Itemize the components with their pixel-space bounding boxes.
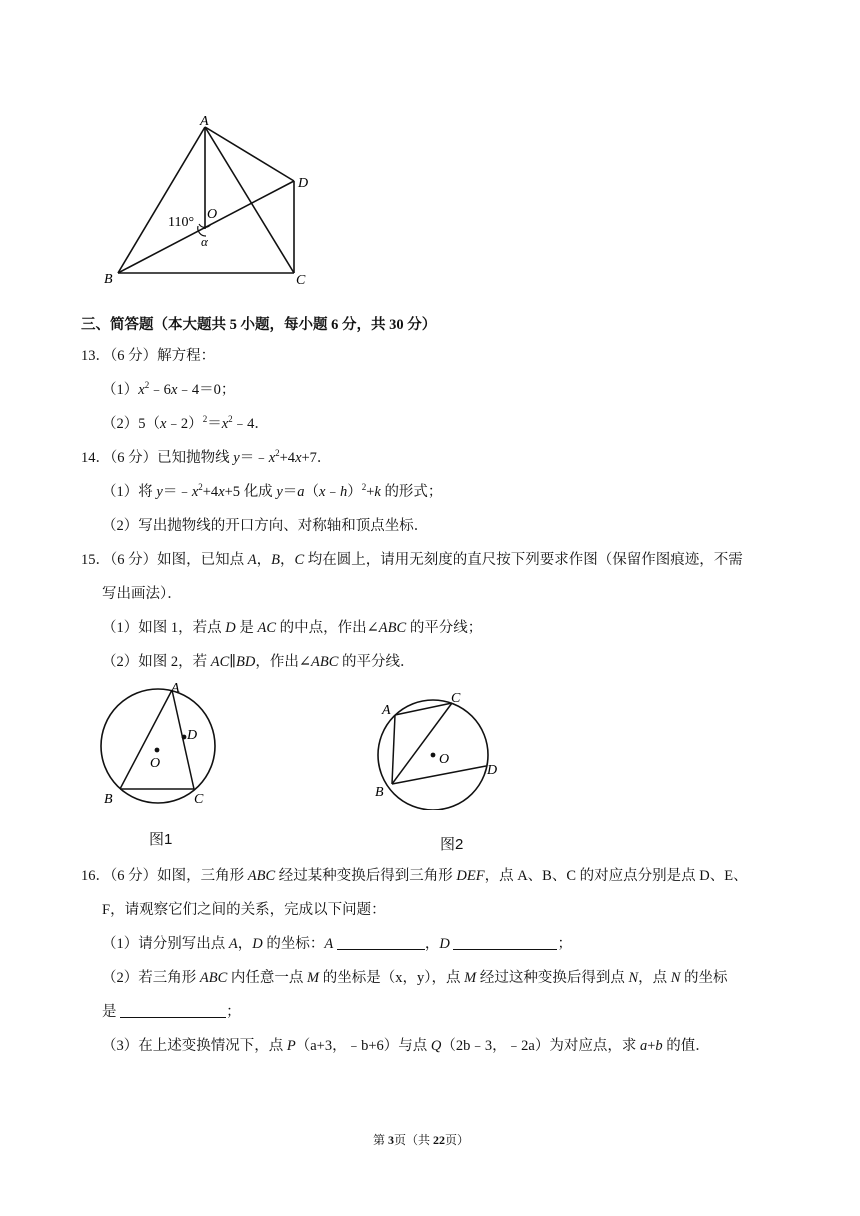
answer-blank-D[interactable] [453, 935, 557, 950]
vertex-label-O: O [207, 207, 218, 222]
fig2-label-D: D [487, 763, 498, 778]
fig2-label-O: O [439, 752, 450, 767]
fig1-label-B: B [104, 792, 113, 807]
question-16-stem: 16．（6 分）如图，三角形 ABC 经过某种变换后得到三角形 DEF，点 A、B、C 的对应点分别是点 D、E、 [81, 868, 748, 884]
question-13-part-1: $(1)x^2﹣6x﹣4=0$； [102, 380, 236, 398]
angle-label-alpha: α [201, 234, 208, 249]
quadrilateral-figure [95, 110, 325, 290]
answer-blank-A[interactable] [337, 935, 425, 950]
fig2-label-A: A [382, 703, 391, 718]
vertex-label-D: D [298, 176, 309, 191]
question-16-part-2-line2: 是 ； [102, 1004, 241, 1020]
answer-blank-N[interactable] [120, 1003, 226, 1018]
figure-1-caption: 图1 [149, 831, 173, 848]
question-15-part-1: （1）如图 1，若点 D 是 AC 的中点，作出∠ABC 的平分线； [102, 620, 483, 636]
question-16-stem-line2: F，请观察它们之间的关系，完成以下问题： [102, 902, 386, 918]
question-15-stem: 15．（6 分）如图，已知点 A，B，C 均在圆上，请用无刻度的直尺按下列要求作图（保留作图痕迹，不需 [81, 552, 743, 568]
question-14-part-2: （2）写出抛物线的开口方向、对称轴和顶点坐标． [102, 518, 429, 534]
fig1-label-O: O [150, 756, 161, 771]
question-15-stem-line2: 写出画法）． [102, 586, 182, 602]
question-13-part-2: $(2)5(x﹣2)^2=x^2﹣4$． [102, 414, 269, 432]
vertex-label-B: B [104, 272, 113, 287]
question-16-part-2: （2）若三角形 ABC 内任意一点 M 的坐标是（x，y），点 M 经过这种变换后得到点 N，点 N 的坐标 [102, 970, 728, 986]
question-16-part-3: （3）在上述变换情况下，点 P（a+3，﹣b+6）与点 Q（2b﹣3，﹣2a）为对应点，求 a+b 的值． [102, 1038, 710, 1054]
section-title: 三、简答题（本大题共 5 小题，每小题 6 分，共 30 分） [81, 317, 437, 333]
angle-label-110: 110° [168, 215, 195, 230]
question-14-stem: 14．（6 分）已知抛物线 $y=﹣x^2+4x+7$． [81, 448, 332, 466]
fig2-label-B: B [375, 785, 384, 800]
figure-2-caption: 图2 [440, 836, 464, 853]
question-14-part-1: （1）将 $y=﹣x^2+4x+5$ 化成 y＝a（x﹣h）$^2$+k 的形式； [102, 482, 443, 500]
fig1-label-A: A [171, 681, 180, 696]
fig1-label-D: D [187, 728, 198, 743]
fig2-label-C: C [451, 691, 461, 706]
fig1-label-C: C [194, 792, 204, 807]
circle-figure-2 [365, 688, 505, 810]
vertex-label-C: C [296, 273, 306, 288]
question-15-part-2: （2）如图 2，若 AC∥BD，作出∠ABC 的平分线． [102, 654, 415, 670]
question-13-stem: 13．（6 分）解方程： [81, 348, 216, 364]
question-16-part-1: （1）请分别写出点 A，D 的坐标：A ，D ； [102, 936, 572, 952]
page-footer: 第 3页（共 22页） [373, 1133, 470, 1147]
vertex-label-A: A [200, 114, 209, 129]
circle-figure-1 [95, 678, 225, 808]
